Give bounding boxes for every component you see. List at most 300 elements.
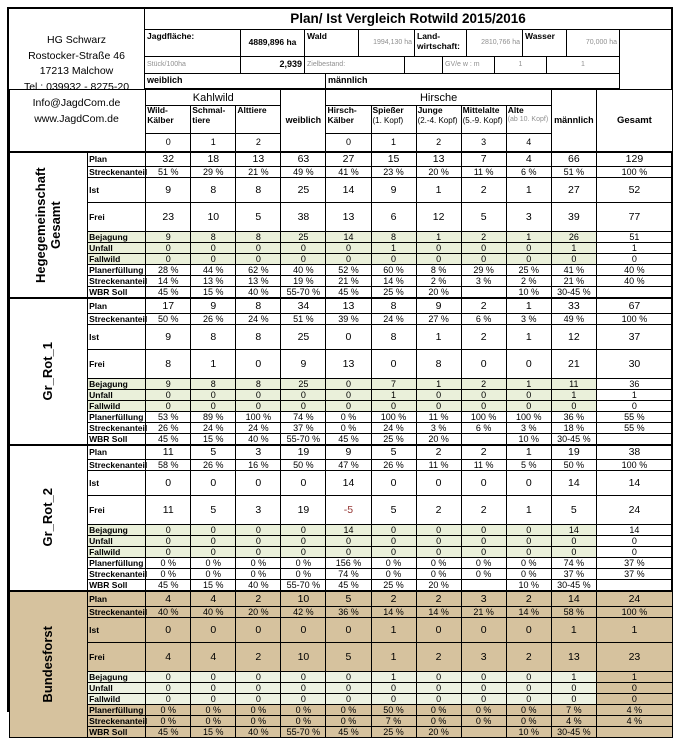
value-cell: 0 xyxy=(371,693,416,704)
value-cell: 42 % xyxy=(281,606,326,617)
value-cell: 0 % xyxy=(416,569,461,580)
value-cell: 3 % xyxy=(506,422,551,433)
value-cell: 0 xyxy=(506,671,551,682)
value-cell: 0 xyxy=(371,349,416,378)
row-label: Unfall xyxy=(88,536,146,547)
gve-label: GV/e w : m xyxy=(443,57,495,74)
value-cell: 1 xyxy=(506,378,551,389)
value-cell: 26 % xyxy=(191,460,236,471)
value-cell: 0 xyxy=(281,617,326,642)
row-label: Fallwild xyxy=(88,547,146,558)
table-row xyxy=(10,265,673,276)
value-cell: 0 xyxy=(326,400,371,411)
value-cell: 5 xyxy=(461,203,506,232)
row-label: Fallwild xyxy=(88,254,146,265)
value-cell: 0 % xyxy=(461,569,506,580)
value-cell: 25 xyxy=(281,232,326,243)
value-cell: 2 xyxy=(416,445,461,460)
gve-m-value: 1 xyxy=(547,57,619,74)
value-cell: 40 % xyxy=(146,606,191,617)
value-cell: 21 % xyxy=(551,276,596,287)
table-row xyxy=(10,276,673,287)
value-cell: 0 xyxy=(371,254,416,265)
group-label xyxy=(10,298,88,445)
row-label: WBR Soll xyxy=(88,287,146,299)
value-cell: 8 xyxy=(371,298,416,313)
value-cell: 26 % xyxy=(371,460,416,471)
value-cell: 3 % xyxy=(461,276,506,287)
row-label: Plan xyxy=(88,298,146,313)
value-cell: 0 % xyxy=(146,704,191,715)
row-label: Bejagung xyxy=(88,525,146,536)
value-cell: 38 xyxy=(281,203,326,232)
table-row xyxy=(10,254,673,265)
value-cell: 0 xyxy=(506,471,551,496)
gesamt-cell: 1 xyxy=(596,671,672,682)
row-label: Plan xyxy=(88,445,146,460)
value-cell: -5 xyxy=(326,496,371,525)
value-cell: 20 % xyxy=(236,606,281,617)
value-cell: 55-70 % xyxy=(281,433,326,445)
value-cell: 19 xyxy=(551,445,596,460)
value-cell: 0 xyxy=(146,671,191,682)
landwirtschaft-label: Land- wirtschaft: xyxy=(415,30,467,57)
value-cell: 0 xyxy=(506,682,551,693)
value-cell: 13 xyxy=(326,298,371,313)
col-header-alttiere: Alttiere xyxy=(236,106,281,134)
value-cell: 0 xyxy=(416,547,461,558)
value-cell: 32 xyxy=(146,152,191,167)
value-cell: 0 xyxy=(416,243,461,254)
value-cell: 0 % xyxy=(191,704,236,715)
value-cell xyxy=(461,726,506,737)
value-cell: 14 % xyxy=(146,276,191,287)
value-cell: 37 % xyxy=(551,569,596,580)
value-cell: 19 xyxy=(281,445,326,460)
row-label: Streckenanteil xyxy=(89,460,148,470)
age-class-number: 3 xyxy=(461,134,506,152)
age-class-number: 1 xyxy=(371,134,416,152)
value-cell: 15 % xyxy=(191,433,236,445)
gesamt-cell xyxy=(596,580,672,592)
value-cell: 1 xyxy=(551,617,596,642)
value-cell: 2 xyxy=(461,445,506,460)
value-cell: 5 xyxy=(236,203,281,232)
row-label: Frei xyxy=(88,203,146,232)
maennlich-section-label: männlich xyxy=(326,74,619,89)
row-label: Streckenanteil xyxy=(89,167,148,177)
value-cell: 23 % xyxy=(371,167,416,178)
table-row xyxy=(10,422,673,433)
value-cell: 0 xyxy=(236,525,281,536)
value-cell: 21 % xyxy=(326,276,371,287)
row-label: WBR Soll xyxy=(88,726,146,737)
gesamt-cell: 37 xyxy=(596,324,672,349)
group-label-text: Hegegemeinschaft Gesamt xyxy=(32,166,63,283)
value-cell: 5 xyxy=(371,496,416,525)
jagdflaeche-label: Jagdfläche: xyxy=(145,30,241,57)
address-line: HG Schwarz xyxy=(47,33,106,46)
value-cell: 50 % xyxy=(371,704,416,715)
value-cell: 66 xyxy=(551,152,596,167)
value-cell: 0 % xyxy=(236,704,281,715)
value-cell: 9 xyxy=(146,378,191,389)
value-cell: 40 % xyxy=(281,265,326,276)
value-cell: 0 xyxy=(326,389,371,400)
value-cell: 0 xyxy=(191,671,236,682)
value-cell: 0 xyxy=(281,471,326,496)
value-cell: 21 % xyxy=(461,606,506,617)
value-cell: 49 % xyxy=(281,167,326,178)
value-cell: 0 xyxy=(506,389,551,400)
weiblich-section-label: weiblich xyxy=(145,74,326,89)
value-cell: 0 xyxy=(461,389,506,400)
value-cell: 0 xyxy=(506,693,551,704)
value-cell: 1 xyxy=(416,378,461,389)
col-name: Spießer xyxy=(372,105,404,115)
value-cell: 0 xyxy=(191,471,236,496)
value-cell: 0 % xyxy=(191,558,236,569)
value-cell: 8 xyxy=(191,378,236,389)
address-line: Rostocker-Straße 46 xyxy=(28,49,125,62)
value-cell: 0 xyxy=(506,243,551,254)
row-label: Ist xyxy=(88,471,146,496)
value-cell: 9 xyxy=(326,445,371,460)
value-cell: 3 xyxy=(236,445,281,460)
table-row xyxy=(10,400,673,411)
value-cell: 0 xyxy=(281,671,326,682)
value-cell: 11 % xyxy=(416,460,461,471)
value-cell: 1 xyxy=(551,243,596,254)
value-cell: 0 xyxy=(191,254,236,265)
value-cell: 0 xyxy=(551,693,596,704)
value-cell: 9 xyxy=(146,178,191,203)
col-header-hirschkaelber xyxy=(326,106,371,134)
value-cell: 0 xyxy=(416,254,461,265)
gve-w-value: 1 xyxy=(495,57,547,74)
value-cell: 0 xyxy=(236,389,281,400)
value-cell: 0 xyxy=(461,349,506,378)
value-cell: 17 xyxy=(146,298,191,313)
table-row xyxy=(10,642,673,671)
value-cell: 29 % xyxy=(191,167,236,178)
value-cell: 8 xyxy=(236,324,281,349)
value-cell: 89 % xyxy=(191,411,236,422)
value-cell: 11 % xyxy=(461,167,506,178)
value-cell: 8 xyxy=(236,178,281,203)
value-cell xyxy=(461,580,506,592)
value-cell: 156 % xyxy=(326,558,371,569)
landwirtschaft-value: 2810,766 ha xyxy=(467,30,523,57)
value-cell: 2 xyxy=(371,591,416,606)
table-row xyxy=(10,617,673,642)
row-label: Bejagung xyxy=(88,232,146,243)
value-cell: 23 xyxy=(146,203,191,232)
table-row xyxy=(10,152,673,167)
value-cell: 4 xyxy=(506,152,551,167)
value-cell: 0 % xyxy=(326,422,371,433)
value-cell: 2 xyxy=(506,591,551,606)
value-cell: 0 xyxy=(461,254,506,265)
value-cell: 14 xyxy=(326,232,371,243)
value-cell: 0 xyxy=(461,536,506,547)
value-cell: 8 xyxy=(236,232,281,243)
value-cell: 5 xyxy=(326,591,371,606)
value-cell: 2 xyxy=(416,642,461,671)
value-cell: 0 xyxy=(236,349,281,378)
value-cell: 40 % xyxy=(236,287,281,299)
value-cell: 3 xyxy=(461,591,506,606)
gesamt-cell xyxy=(596,726,672,737)
value-cell: 4 xyxy=(191,642,236,671)
age-class-number: 2 xyxy=(236,134,281,152)
address-box xyxy=(9,9,145,125)
value-cell: 0 % xyxy=(371,558,416,569)
col-name: Junge xyxy=(417,105,443,115)
row-label: Frei xyxy=(88,349,146,378)
density-info-row xyxy=(145,57,619,74)
value-cell xyxy=(461,433,506,445)
table-row xyxy=(10,433,673,445)
value-cell: 1 xyxy=(371,671,416,682)
value-cell: 0 % xyxy=(146,558,191,569)
value-cell: 12 xyxy=(551,324,596,349)
value-cell: 14 % xyxy=(416,606,461,617)
value-cell: 0 xyxy=(191,682,236,693)
table-row xyxy=(10,704,673,715)
value-cell: 0 xyxy=(326,617,371,642)
table-row xyxy=(10,558,673,569)
value-cell: 0 % xyxy=(326,715,371,726)
table-row xyxy=(10,349,673,378)
row-label: Planerfüllung xyxy=(88,411,146,422)
col-name: Alte xyxy=(507,105,524,115)
value-cell: 51 % xyxy=(146,167,191,178)
value-cell: 0 xyxy=(371,525,416,536)
value-cell: 5 xyxy=(191,496,236,525)
address-line: www.JagdCom.de xyxy=(34,112,119,125)
value-cell: 0 xyxy=(281,400,326,411)
row-label: Unfall xyxy=(88,682,146,693)
wald-label: Wald xyxy=(305,30,359,57)
value-cell: 0 xyxy=(416,682,461,693)
value-cell: 0 % xyxy=(236,569,281,580)
value-cell: 0 xyxy=(281,547,326,558)
value-cell: 74 % xyxy=(281,411,326,422)
gesamt-cell: 1 xyxy=(596,389,672,400)
gesamt-cell: 67 xyxy=(596,298,672,313)
address-text xyxy=(9,9,144,151)
gesamt-cell: 40 % xyxy=(596,265,672,276)
gesamt-cell: 52 xyxy=(596,178,672,203)
table-row xyxy=(10,460,673,471)
value-cell: 10 % xyxy=(506,433,551,445)
value-cell: 0 xyxy=(191,536,236,547)
value-cell: 45 % xyxy=(326,726,371,737)
table-row xyxy=(10,243,673,254)
value-cell: 100 % xyxy=(506,411,551,422)
gesamt-cell: 0 xyxy=(596,254,672,265)
value-cell: 0 xyxy=(236,471,281,496)
value-cell: 51 % xyxy=(281,313,326,324)
value-cell: 74 % xyxy=(326,569,371,580)
value-cell: 0 xyxy=(236,254,281,265)
value-cell: 15 % xyxy=(191,580,236,592)
value-cell: 0 xyxy=(281,536,326,547)
value-cell: 11 xyxy=(551,378,596,389)
value-cell: 0 xyxy=(326,243,371,254)
value-cell: 0 % xyxy=(281,704,326,715)
value-cell: 0 xyxy=(236,693,281,704)
row-label: Frei xyxy=(88,496,146,525)
value-cell: 14 xyxy=(551,525,596,536)
gesamt-cell: 100 % xyxy=(596,460,672,471)
age-class-number: 1 xyxy=(191,134,236,152)
value-cell: 0 xyxy=(416,471,461,496)
value-cell: 45 % xyxy=(326,287,371,299)
value-cell: 3 xyxy=(461,642,506,671)
row-label: Plan xyxy=(88,591,146,606)
value-cell: 0 % xyxy=(461,715,506,726)
value-cell: 0 xyxy=(461,400,506,411)
value-cell: 1 xyxy=(506,298,551,313)
value-cell: 8 % xyxy=(416,265,461,276)
value-cell: 4 xyxy=(146,642,191,671)
value-cell: 39 xyxy=(551,203,596,232)
table-row xyxy=(10,569,673,580)
value-cell: 12 xyxy=(416,203,461,232)
gesamt-cell xyxy=(596,287,672,299)
value-cell: 2 xyxy=(236,591,281,606)
value-cell: 14 % xyxy=(371,276,416,287)
table-row xyxy=(10,591,673,606)
value-cell: 4 xyxy=(146,591,191,606)
value-cell: 0 xyxy=(461,682,506,693)
value-cell: 0 xyxy=(146,243,191,254)
age-class-number: 0 xyxy=(326,134,371,152)
value-cell: 1 xyxy=(506,496,551,525)
value-cell: 0 % xyxy=(461,558,506,569)
value-cell: 9 xyxy=(416,298,461,313)
value-cell: 0 xyxy=(146,389,191,400)
header-empty-cell xyxy=(619,30,673,89)
value-cell: 0 xyxy=(236,400,281,411)
value-cell: 9 xyxy=(281,349,326,378)
value-cell: 0 xyxy=(416,617,461,642)
value-cell: 26 % xyxy=(191,313,236,324)
col-header-mittelalte xyxy=(461,106,506,134)
value-cell: 15 xyxy=(371,152,416,167)
row-label: Fallwild xyxy=(88,693,146,704)
value-cell: 1 xyxy=(551,389,596,400)
value-cell: 25 xyxy=(281,324,326,349)
value-cell: 55-70 % xyxy=(281,287,326,299)
value-cell: 0 xyxy=(416,400,461,411)
value-cell: 100 % xyxy=(371,411,416,422)
value-cell: 0 xyxy=(146,400,191,411)
value-cell: 10 % xyxy=(506,287,551,299)
value-cell: 2 xyxy=(416,591,461,606)
table-row xyxy=(10,580,673,592)
value-cell: 8 xyxy=(191,232,236,243)
table-row xyxy=(10,525,673,536)
gesamt-cell: 55 % xyxy=(596,411,672,422)
value-cell: 0 % xyxy=(326,704,371,715)
value-cell: 3 % xyxy=(416,422,461,433)
table-row xyxy=(10,232,673,243)
value-cell: 13 xyxy=(236,152,281,167)
value-cell: 21 xyxy=(551,349,596,378)
value-cell: 0 xyxy=(461,693,506,704)
value-cell: 10 % xyxy=(506,726,551,737)
value-cell: 13 xyxy=(326,349,371,378)
value-cell: 13 % xyxy=(191,276,236,287)
col-header-gesamt: Gesamt xyxy=(596,90,672,152)
table-row xyxy=(10,715,673,726)
stueck-label: Stück/100ha xyxy=(145,57,241,74)
value-cell: 0 xyxy=(326,671,371,682)
value-cell: 0 xyxy=(461,471,506,496)
value-cell: 29 % xyxy=(461,265,506,276)
value-cell: 0 xyxy=(506,254,551,265)
value-cell: 0 xyxy=(146,693,191,704)
table-row xyxy=(10,671,673,682)
value-cell: 27 xyxy=(551,178,596,203)
col-name: Mittelalte xyxy=(462,105,500,115)
value-cell: 40 % xyxy=(236,580,281,592)
value-cell: 13 xyxy=(326,203,371,232)
table-row xyxy=(10,411,673,422)
value-cell: 45 % xyxy=(146,433,191,445)
value-cell: 20 % xyxy=(416,726,461,737)
value-cell: 25 % xyxy=(506,265,551,276)
gesamt-cell: 24 xyxy=(596,591,672,606)
value-cell: 0 xyxy=(146,617,191,642)
value-cell: 25 % xyxy=(371,580,416,592)
value-cell: 2 xyxy=(236,642,281,671)
value-cell: 25 % xyxy=(371,433,416,445)
value-cell: 21 % xyxy=(236,167,281,178)
value-cell: 1 xyxy=(416,232,461,243)
table-row xyxy=(10,389,673,400)
value-cell: 40 % xyxy=(191,606,236,617)
hirsche-group-header: Hirsche xyxy=(326,90,551,106)
value-cell: 34 xyxy=(281,298,326,313)
value-cell: 6 xyxy=(371,203,416,232)
value-cell: 24 % xyxy=(371,422,416,433)
value-cell: 25 xyxy=(281,378,326,389)
value-cell: 0 % xyxy=(506,704,551,715)
value-cell: 0 % xyxy=(371,569,416,580)
value-cell: 0 % xyxy=(416,704,461,715)
gesamt-cell: 100 % xyxy=(596,167,672,178)
value-cell: 36 % xyxy=(326,606,371,617)
table-row xyxy=(10,682,673,693)
value-cell: 2 % xyxy=(506,276,551,287)
value-cell: 8 xyxy=(146,349,191,378)
value-cell: 0 % xyxy=(146,569,191,580)
value-cell: 4 xyxy=(191,591,236,606)
value-cell: 0 xyxy=(371,682,416,693)
value-cell: 0 % xyxy=(416,558,461,569)
value-cell: 4 % xyxy=(551,715,596,726)
value-cell: 45 % xyxy=(146,287,191,299)
value-cell: 11 xyxy=(146,445,191,460)
gesamt-cell: 37 % xyxy=(596,558,672,569)
gesamt-cell: 30 xyxy=(596,349,672,378)
value-cell: 0 % xyxy=(506,569,551,580)
row-label: Plan xyxy=(88,152,146,167)
